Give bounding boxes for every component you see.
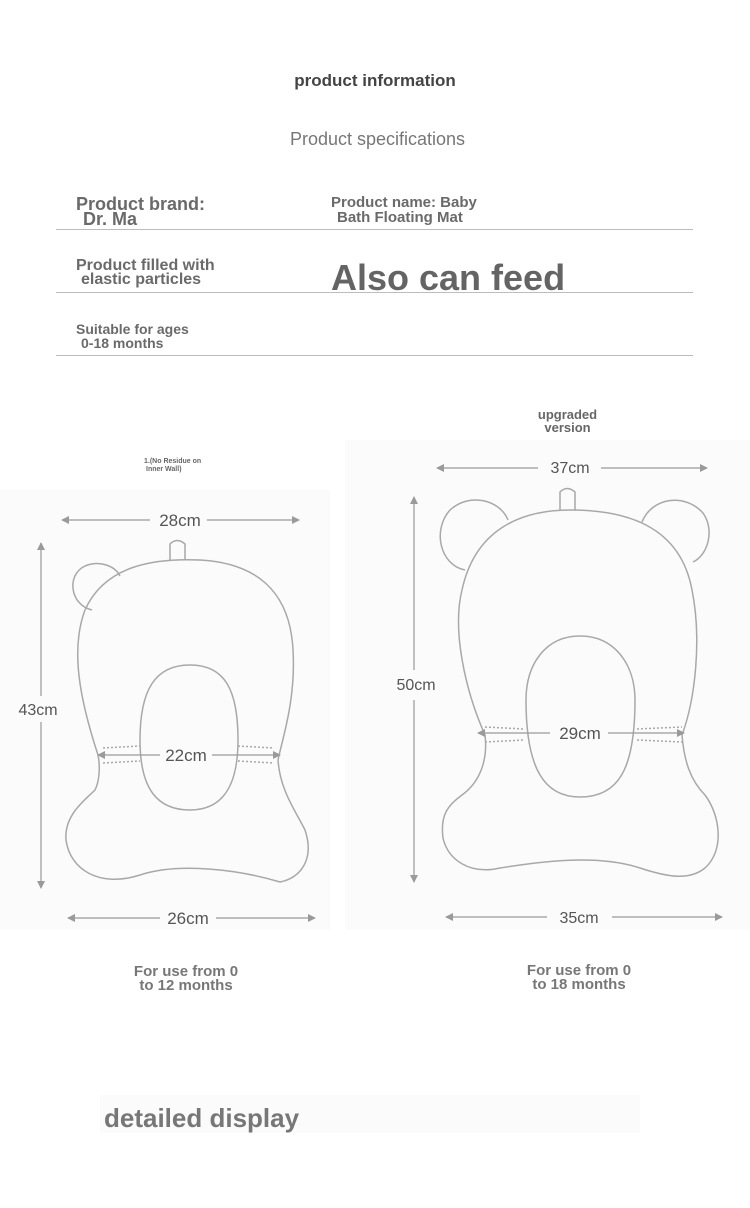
spec-filling-line1: Product filled with — [76, 257, 215, 274]
right-usage-line1: For use from 0 — [526, 962, 632, 979]
left-mat-outline — [66, 541, 308, 883]
right-mat-outline — [440, 489, 718, 877]
left-top-width: 28cm — [159, 511, 201, 530]
left-usage-caption — [100, 965, 272, 993]
left-height: 43cm — [18, 702, 58, 719]
section-title: detailed display — [104, 1103, 300, 1133]
right-mat-body — [442, 510, 718, 876]
right-mat-hole — [526, 636, 635, 797]
spec-brand-value: Dr. Ma — [83, 209, 138, 229]
left-mat-body — [66, 560, 308, 882]
left-product-note-line2: Inner Wall) — [146, 466, 182, 473]
right-usage-line2: to 18 months — [532, 976, 626, 993]
right-product-label-line2: version — [544, 420, 591, 435]
right-dot-line — [485, 740, 524, 742]
left-usage-line2: to 12 months — [139, 977, 233, 994]
left-product-note-line1: 1.(No Residue on — [144, 458, 202, 465]
left-mat-ear — [73, 564, 120, 610]
left-mat-hole — [140, 665, 238, 810]
spec-feed: Also can feed — [331, 257, 566, 298]
right-dot-line — [637, 727, 682, 729]
right-inner-width: 29cm — [559, 724, 601, 743]
left-dot-line — [238, 761, 274, 763]
left-dimension-arrows — [41, 520, 315, 918]
right-height: 50cm — [396, 677, 436, 694]
spec-ages-line2: 0-18 months — [81, 335, 164, 351]
right-bottom-width: 35cm — [559, 910, 599, 927]
right-mat-ear-left — [440, 500, 508, 570]
left-inner-width: 22cm — [165, 746, 207, 765]
page-title: product information — [294, 71, 456, 90]
spec-brand-label: Product brand: — [76, 194, 205, 214]
page-subtitle: Product specifications — [289, 129, 466, 149]
left-bottom-width: 26cm — [167, 909, 209, 928]
left-dot-line — [103, 761, 140, 763]
right-usage-caption — [493, 964, 665, 992]
right-dimension-arrows — [414, 468, 722, 917]
spec-product-name-line2: Bath Floating Mat — [337, 209, 463, 226]
right-top-width: 37cm — [550, 460, 590, 477]
right-mat-handle — [560, 489, 575, 511]
right-dot-line — [637, 740, 682, 742]
right-product-label-line1: upgraded — [537, 407, 598, 422]
right-mat-ear-right — [642, 500, 709, 562]
left-dot-line — [103, 746, 140, 748]
left-dot-line — [238, 746, 274, 748]
spec-ages-line1: Suitable for ages — [76, 321, 189, 337]
right-dot-line — [485, 727, 524, 729]
spec-filling-line2: elastic particles — [81, 271, 202, 288]
spec-product-name-line1: Product name: Baby — [331, 194, 477, 211]
left-usage-line1: For use from 0 — [133, 963, 239, 980]
left-mat-handle — [170, 541, 185, 561]
